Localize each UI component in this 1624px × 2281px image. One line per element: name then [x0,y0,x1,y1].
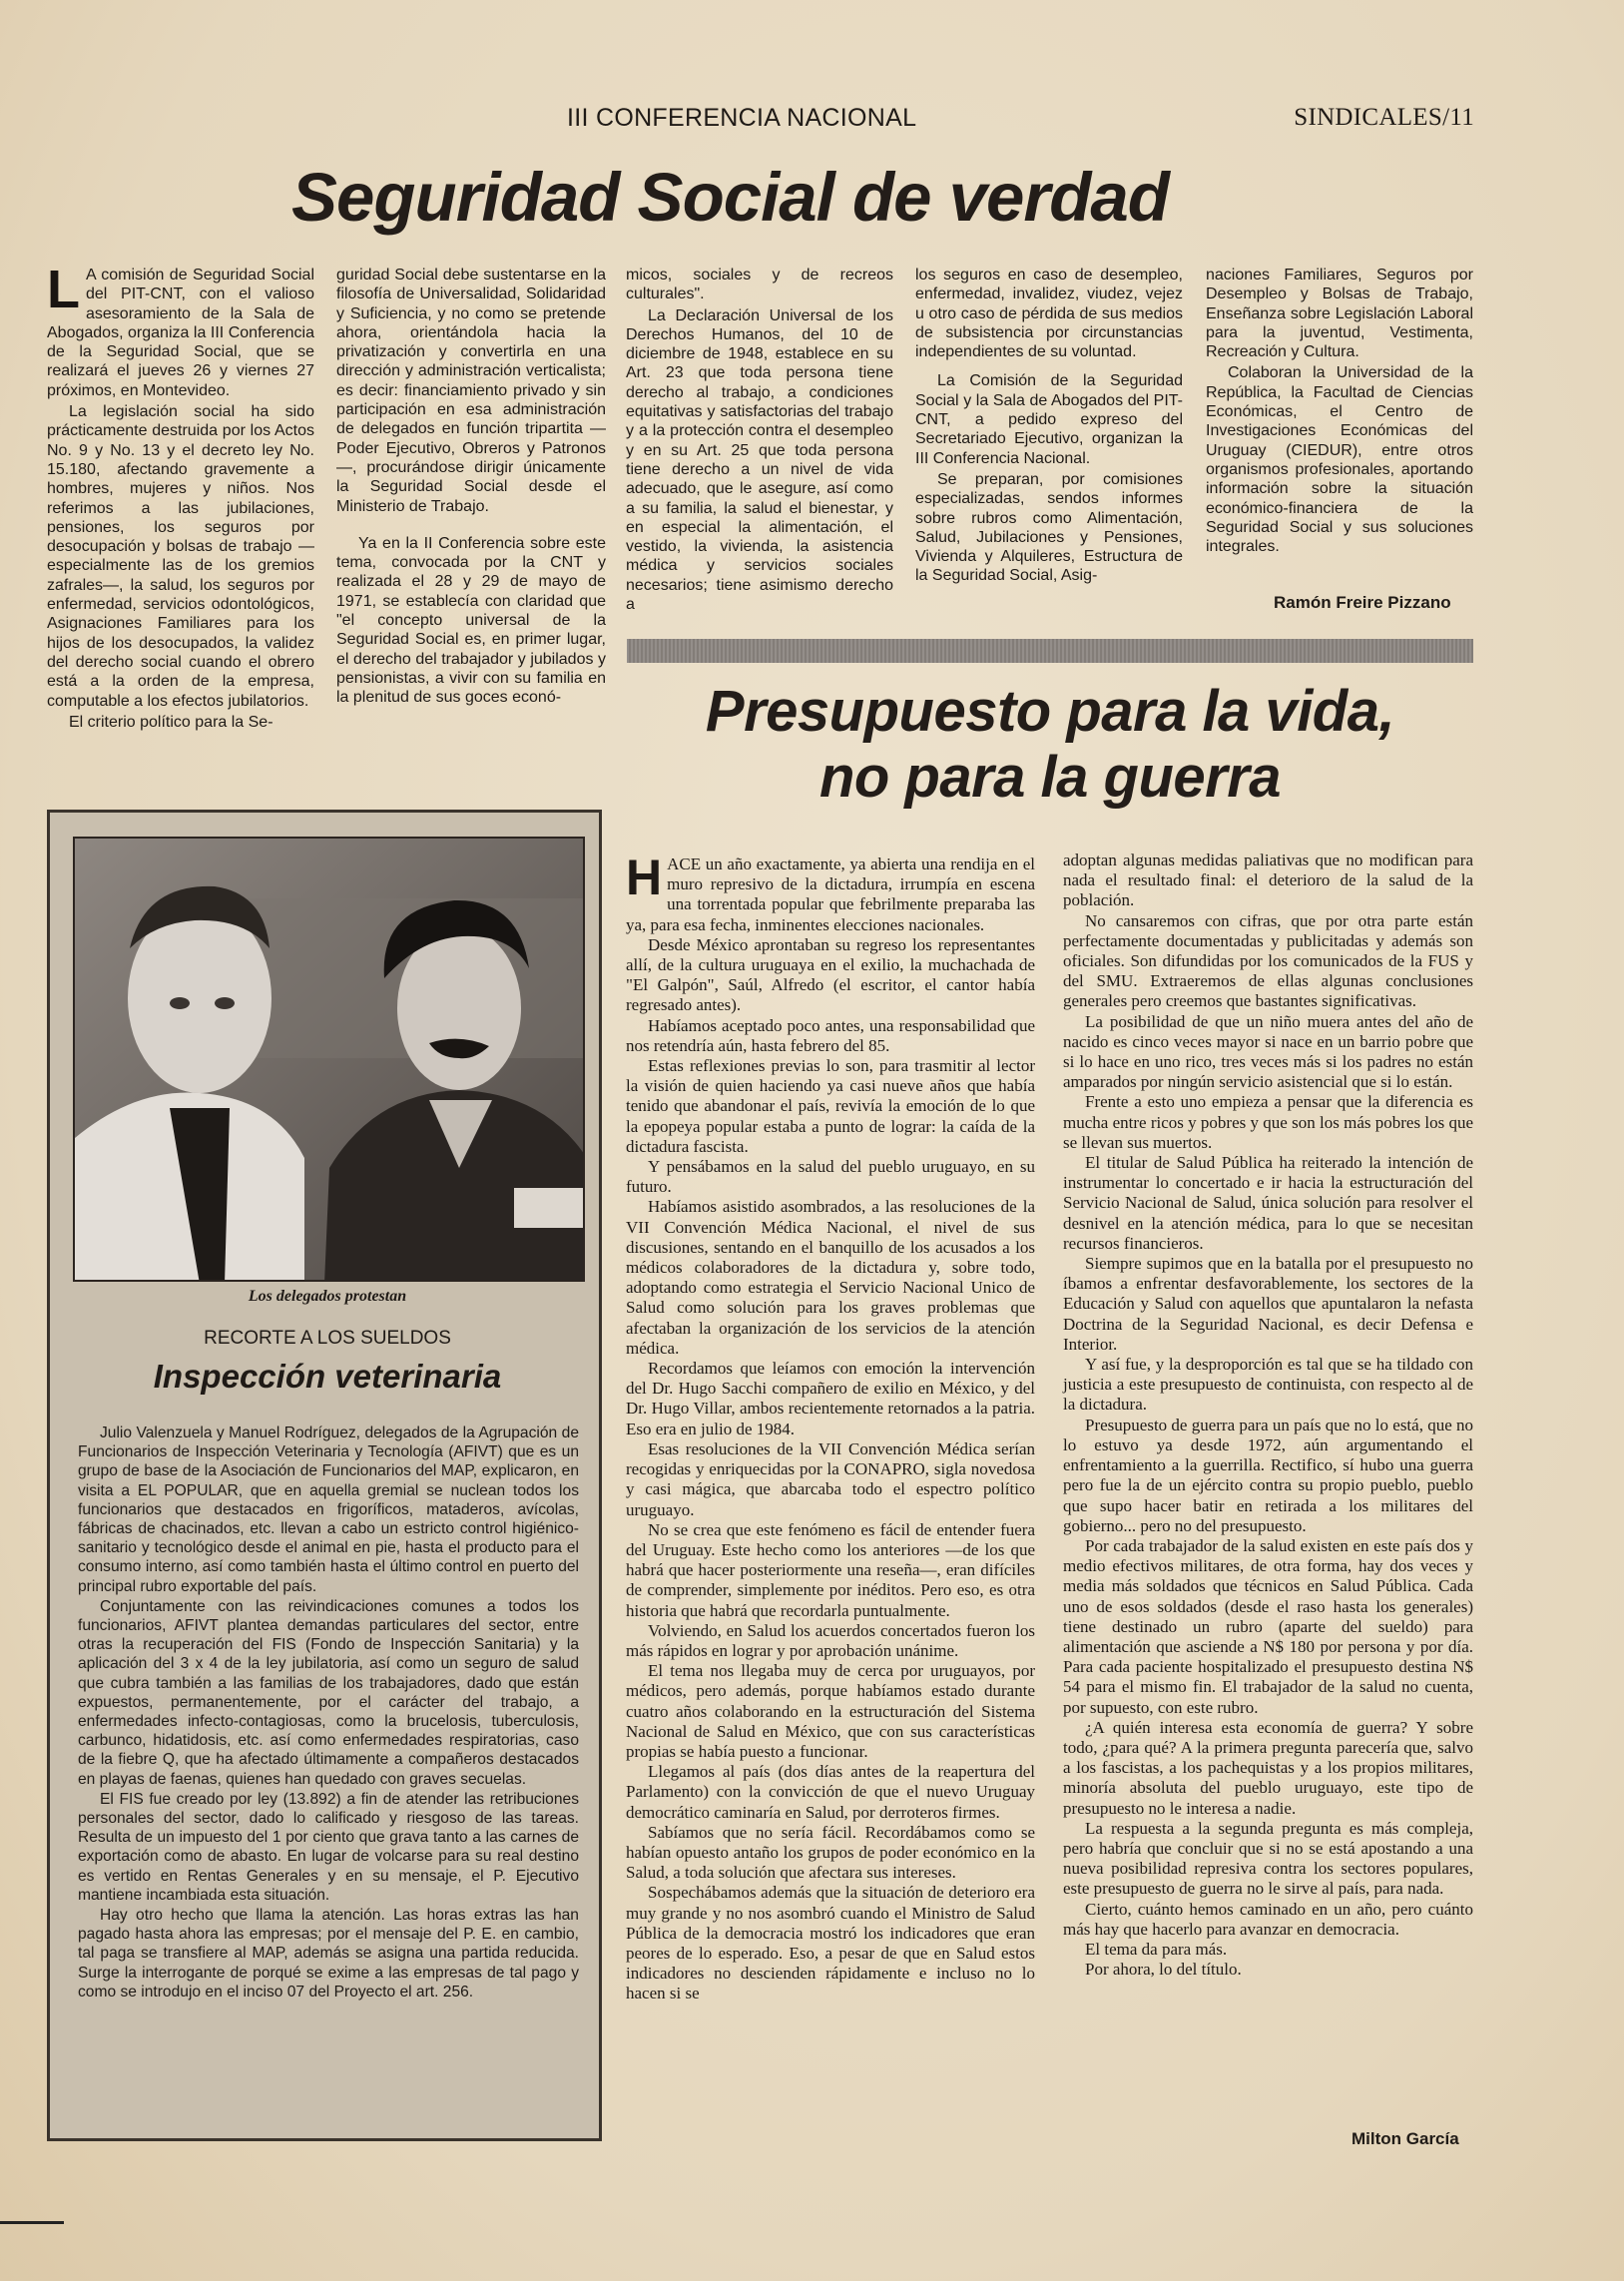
section-header: III CONFERENCIA NACIONAL [567,104,917,132]
page-number: SINDICALES/11 [1294,104,1474,131]
delegates-photo [73,837,585,1282]
article2-paragraph: Estas reflexiones previas lo son, para trasmitir al lector la visión de quien haciendo ya casi nueve años que había tenido que abandonar el país, revivía la emoción de lo que la epopeya popular estaba a punto de lograr: la caída de la dictadura fascista. [626,1056,1035,1156]
article1-dropcap: L [47,260,80,319]
article2-paragraph: Frente a esto uno empieza a pensar que la diferencia es mucha entre ricos y pobres y que son los más pobres los que se llevan sus muertos. [1063,1092,1473,1152]
article2-paragraph: Y así fue, y la desproporción es tal que se ha tildado con justicia a este presupuesto de continuista, con respecto al de la dictadura. [1063,1355,1473,1415]
article2-paragraph: Recordamos que leíamos con emoción la intervención del Dr. Hugo Sacchi compañero de exilio en México, y del Dr. Hugo Villar, ambos recientemente retornados a la patria. Eso era en julio de 1984. [626,1359,1035,1438]
article1-paragraph: naciones Familiares, Seguros por Desempleo y Bolsas de Trabajo, Enseñanza sobre Legislación Laboral para la juventud, Vestimenta, Recreación y Cultura. [1206,267,1473,361]
article2-paragraph: Volviendo, en Salud los acuerdos concertados fueron los más rápidos en lograr y por aprobación unánime. [626,1620,1035,1660]
article2-paragraph: ¿A quién interesa esta economía de guerra? Y sobre todo, ¿para qué? A la primera pregunta parecería que, salvo a los fascistas, a los pachequistas y a los propios militares, minoría absoluta del pueblo uruguayo, este tipo de presupuesto no le interesa a nadie. [1063,1717,1473,1818]
article1-paragraph: Se preparan, por comisiones especializadas, sendos informes sobre rubros como Alimentación, Salud, Jubilaciones y Pensiones, Vivienda y Alquileres, Estructura de la Seguridad Social, Asig- [915,470,1183,585]
scan-mark [0,2221,64,2224]
article2-byline: Milton García [1352,2129,1459,2148]
article2-paragraph: No cansaremos con cifras, que por otra parte están perfectamente documentadas y publicitadas y además son oficiales. Son difundidas por los comunicados de la FUS y del SMU. Extraeremos de ellas algunas conclusiones generales pero creemos que bastantes significativas. [1063,910,1473,1011]
article2-paragraph: La posibilidad de que un niño muera antes del año de nacido es cinco veces mayor si nace en un barrio pobre que si lo hace en uno rico, tres veces más si los padres no están amparados por ningún servicio asistencial que si lo están. [1063,1011,1473,1092]
article2-paragraph: Y pensábamos en la salud del pueblo uruguayo, en su futuro. [626,1157,1035,1197]
article2-paragraph: Habíamos aceptado poco antes, una responsabilidad que nos retendría aún, hasta febrero del 85. [626,1015,1035,1055]
article2-paragraph: Habíamos asistido asombrados, a las resoluciones de la VII Convención Médica Nacional, el nivel de sus discusiones, sentando en el banquillo de los acusados a los médicos colaboradores de la dictadura y, sobre todo, adoptando como estrategia el Servicio Nacional Unico de Salud como solución para los graves problemas que afectaban la organización de los servicios de la atención médica. [626,1197,1035,1358]
sidebar-paragraph: Hay otro hecho que llama la atención. Las horas extras las han pagado hasta ahora las empresas; por el mensaje del P. E. en cambio, tal paga se transfiere al MAP, además se asigna una partida reducida. Surge la interrogante de porqué se exime a las empresas de tal pago y como se introdujo en el inciso 07 del Proyecto el art. 256. [78,1907,579,2000]
article1-paragraph: los seguros en caso de desempleo, enfermedad, invalidez, viudez, vejez u otro caso de pérdida de sus medios de subsistencia por circunstancias independientes de su voluntad. [915,267,1183,361]
article2-paragraph: Presupuesto de guerra para un país que no lo está, que no lo estuvo ya desde 1972, aún argumentando el enfrentamiento a la guerrilla. Rectifico, sí hubo una guerra pero fue la de un ejército contra su propio pueblo, pueblo que supo hacer batir en retirada a los militares del gobierno... pero no del presupuesto. [1063,1415,1473,1535]
photo-illustration [75,839,585,1282]
article2-headline-line1: Presupuesto para la vida, [705,679,1395,744]
article2-paragraph: El titular de Salud Pública ha reiterado la intención de instrumentar lo concertado e ir hacia la estructuración del Servicio Nacional de Salud, única solución para resolver el desnivel en la atención médica, para lo que se necesitan recursos financieros. [1063,1153,1473,1253]
article2-paragraph: ACE un año exactamente, ya abierta una rendija en el muro represivo de la dictadura, irrumpía en escena una torrentada popular que febrilmente preparaba las ya, para esa fecha, inminentes elecciones nacionales. [626,855,1035,934]
sidebar-kicker: RECORTE A LOS SUELDOS [204,1328,451,1349]
article1-column-5 [1206,266,1473,558]
article1-paragraph: Colaboran la Universidad de la República, la Facultad de Ciencias Económicas, el Centro de Investigaciones Económicas del Uruguay (CIEDUR), entre otros organismos profesionales, aportando información sobre la situación económico-financiera de la Seguridad Social y sus soluciones integrales. [1206,364,1473,556]
article1-paragraph: La legislación social ha sido prácticamente destruida por los Actos No. 9 y No. 13 y el decreto ley No. 15.180, afectando gravemente a hombres, mujeres y niños. Nos referimos a las jubilaciones, pensiones, los seguros por desocupación y bolsas de trabajo —especialmente las de los gremios zafrales—, la salud, los seguros por enfermedad, servicios odontológicos, Asignaciones Familiares para los hijos de los desocupados, la validez del derecho social cuando el obrero está a la orden de la empresa, computable a los efectos jubilatorios. [47,403,314,710]
article1-column-4 [915,266,1183,588]
article1-headline: Seguridad Social de verdad [291,159,1169,236]
article2-paragraph: Desde México aprontaban su regreso los representantes allí, de la cultura uruguaya en el exilio, la muchachada de "El Galpón", Saúl, Alfredo (el escritor, el cantor había regresado antes). [626,934,1035,1015]
article2-paragraph: Por ahora, lo del título. [1085,1960,1242,1980]
article1-paragraph: La Declaración Universal de los Derechos Humanos, del 10 de diciembre de 1948, establece en su Art. 23 que toda persona tiene derecho al trabajo, a condiciones equitativas y satisfactorias del trabajo y a la protección contra el desempleo y en su Art. 25 que toda persona tiene derecho a un nivel de vida adecuado, que le asegure, así como a su familia, la salud el bienestar, y en especial la alimentación, el vestido, la vivienda, la asistencia médica y servicios sociales necesarios; tiene asimismo derecho a [626,306,893,614]
article1-column-1 [47,260,314,734]
article2-dropcap: H [626,850,663,905]
article2-headline-line2: no para la guerra [818,745,1282,810]
article2-paragraph: No se crea que este fenómeno es fácil de entender fuera del Uruguay. Este hecho como los anteriores —de los que habrá que hacer posteriormente una reseña—, eran difíciles de comprender, simplemente por inéditos. Pero eso, es otra historia que habrá que recordarla puntualmente. [626,1519,1035,1620]
article2-column-1 [626,850,1035,2004]
article2-paragraph: La respuesta a la segunda pregunta es más compleja, pero habría que concluir que si no se está apostando a una nueva posibilidad represiva contra los sectores populares, este presupuesto de guerra no le sirve al país, para nada. [1063,1818,1473,1899]
photo-caption: Los delegados protestan [248,1288,407,1305]
article1-byline: Ramón Freire Pizzano [1274,593,1451,612]
article2-paragraph: Sospechábamos además que la situación de deterioro era muy grande y no nos asombró cuando el Ministro de Salud Pública de la democracia mostró los indicadores que eran peores de lo esperado. Eso, a pesar de que en Salud estos indicadores no descienden rápidamente e incluso no lo hacen si se [626,1883,1035,2003]
article2-paragraph: Esas resoluciones de la VII Convención Médica serían recogidas y enriquecidas por la CONAPRO, sigla novedosa y casi mágica, que abarcaba todo el espectro político uruguayo. [626,1438,1035,1519]
article2-paragraph: Por cada trabajador de la salud existen en este país dos y medio efectivos militares, de otra forma, hay dos veces y media más soldados que técnicos en Salud Pública. Cada uno de esos soldados (desde el raso hasta los generales) tiene destinado un rubro (aparte del sueldo) para alimentación que asciende a N$ 180 por persona y por día. Para cada paciente hospitalizado el presupuesto destina N$ 54 para el mismo fin. El trabajador de la salud no cuenta, por supuesto, con este rubro. [1063,1535,1473,1717]
article1-paragraph: El criterio político para la Se- [69,713,273,731]
article2-paragraph: Siempre supimos que en la batalla por el presupuesto no íbamos a enfrentar desfavorablemente, los sectores de la Educación y Salud con aquellos que apuntalaron la nefasta Doctrina de la Seguridad Nacional, es decir Defensa e Interior. [1063,1254,1473,1354]
article2-paragraph: El tema da para más. [1085,1939,1228,1959]
article1-paragraph: Ya en la II Conferencia sobre este tema, convocada por la CNT y realizada el 28 y 29 de mayo de 1971, se establecía con claridad que "el concepto universal de la Seguridad Social es, en primer lugar, el derecho del trabajador y jubilados y pensionistas, a vivir con su familia en la plenitud de sus goces econó- [336,534,606,707]
sidebar-headline: Inspección veterinaria [153,1358,502,1395]
article1-column-3 [626,266,893,616]
article2-column-2 [1063,851,1473,1980]
article1-paragraph: guridad Social debe sustentarse en la filosofía de Universalidad, Solidaridad y Suficiencia, y no como se pretende ahora, orientándola hacia la privatización y convertirla en una dirección y administración verticalista; es decir: financiamiento privado y sin participación en esa administración de delegados en función tripartita —Poder Ejecutivo, Obreros y Patronos—, procurándose dirigir únicamente la Seguridad Social desde el Ministerio de Trabajo. [336,267,606,515]
sidebar-paragraph: Conjuntamente con las reivindicaciones comunes a todos los funcionarios, AFIVT plantea demandas particulares del sector, entre otras la recuperación del FIS (Fondo de Inspección Sanitaria) y la aplicación del 3 x 4 de la ley jubilatoria, así como un seguro de salud que cubra también a las familias de los trabajadores, dado que están expuestos, permanentemente, por el carácter del trabajo, a enfermedades infecto-contagiosas, como la brucelosis, tuberculosis, carbunco, hidatidosis, etc. así como enfermedades respiratorias, caso de la fiebre Q, que ha afectado últimamente a compañeros destacados en playas de faenas, quienes han quedado con graves secuelas. [78,1597,579,1788]
article2-paragraph: El tema nos llegaba muy de cerca por uruguayos, por médicos, pero además, porque habíamos estado durante cuatro años colaborando en la estructuración del Sistema Nacional de Salud en México, que con sus características propias se había puesto a funcionar. [626,1661,1035,1761]
sidebar-body [78,1424,579,2002]
article1-paragraph: La Comisión de la Seguridad Social y la Sala de Abogados del PIT-CNT, a pedido expreso del Secretariado Ejecutivo, organizan la III Conferencia Nacional. [915,372,1183,467]
article1-paragraph: micos, sociales y de recreos culturales". [626,267,893,303]
article1-paragraph: A comisión de Seguridad Social del PIT-CNT, con el valioso asesoramiento de la Sala de Abogados, organiza la III Conferencia de la Seguridad Social, que se realizará el jueves 26 y viernes 27 próximos, en Montevideo. [47,267,314,399]
sidebar-box [47,810,602,2141]
article2-paragraph: Cierto, cuánto hemos caminado en un año, pero cuánto más hay que hacerlo para avanzar en democracia. [1063,1899,1473,1939]
article2-paragraph: Sabíamos que no sería fácil. Recordábamos como se habían opuesto antaño los grupos de poder económico en la Salud, a toda solución que afectara sus intereses. [626,1822,1035,1883]
article2-paragraph: adoptan algunas medidas paliativas que no modifican para nada el resultado final: el deterioro de la salud de la población. [1063,851,1473,910]
article2-headline [627,679,1473,811]
sidebar-paragraph: Julio Valenzuela y Manuel Rodríguez, delegados de la Agrupación de Funcionarios de Inspección Veterinaria y Tecnología (AFIVT) que es un grupo de base de la Asociación de Funcionarios del MAP, explicaron, en visita a EL POPULAR, que en aquella gremial se nuclean todos los funcionarios que destacados en frigoríficos, mataderos, avícolas, fábricas de chacinados, etc. llevan a cabo un estricto control higiénico-sanitario y tecnológico desde el animal en pie, hasta el producto para el consumo interno, así como también hasta el último control en puerto del principal rubro exportable del país. [78,1425,579,1595]
article1-column-2 [336,266,606,710]
sidebar-paragraph: El FIS fue creado por ley (13.892) a fin de atender las retribuciones personales del sector, dado lo calificado y riesgoso de las tareas. Resulta de un impuesto del 1 por ciento que grava tanto a las carnes de exportación como de abasto. En lugar de volcarse para su real destino es vertido en Rentas Generales y en su mensaje, el P. Ejecutivo mantiene incambiada esta situación. [78,1790,579,1904]
section-divider-bar [627,639,1473,663]
article2-paragraph: Llegamos al país (dos días antes de la reapertura del Parlamento) con la convicción de que el nuevo Uruguay democrático caminaría en Salud, por derroteros firmes. [626,1762,1035,1822]
